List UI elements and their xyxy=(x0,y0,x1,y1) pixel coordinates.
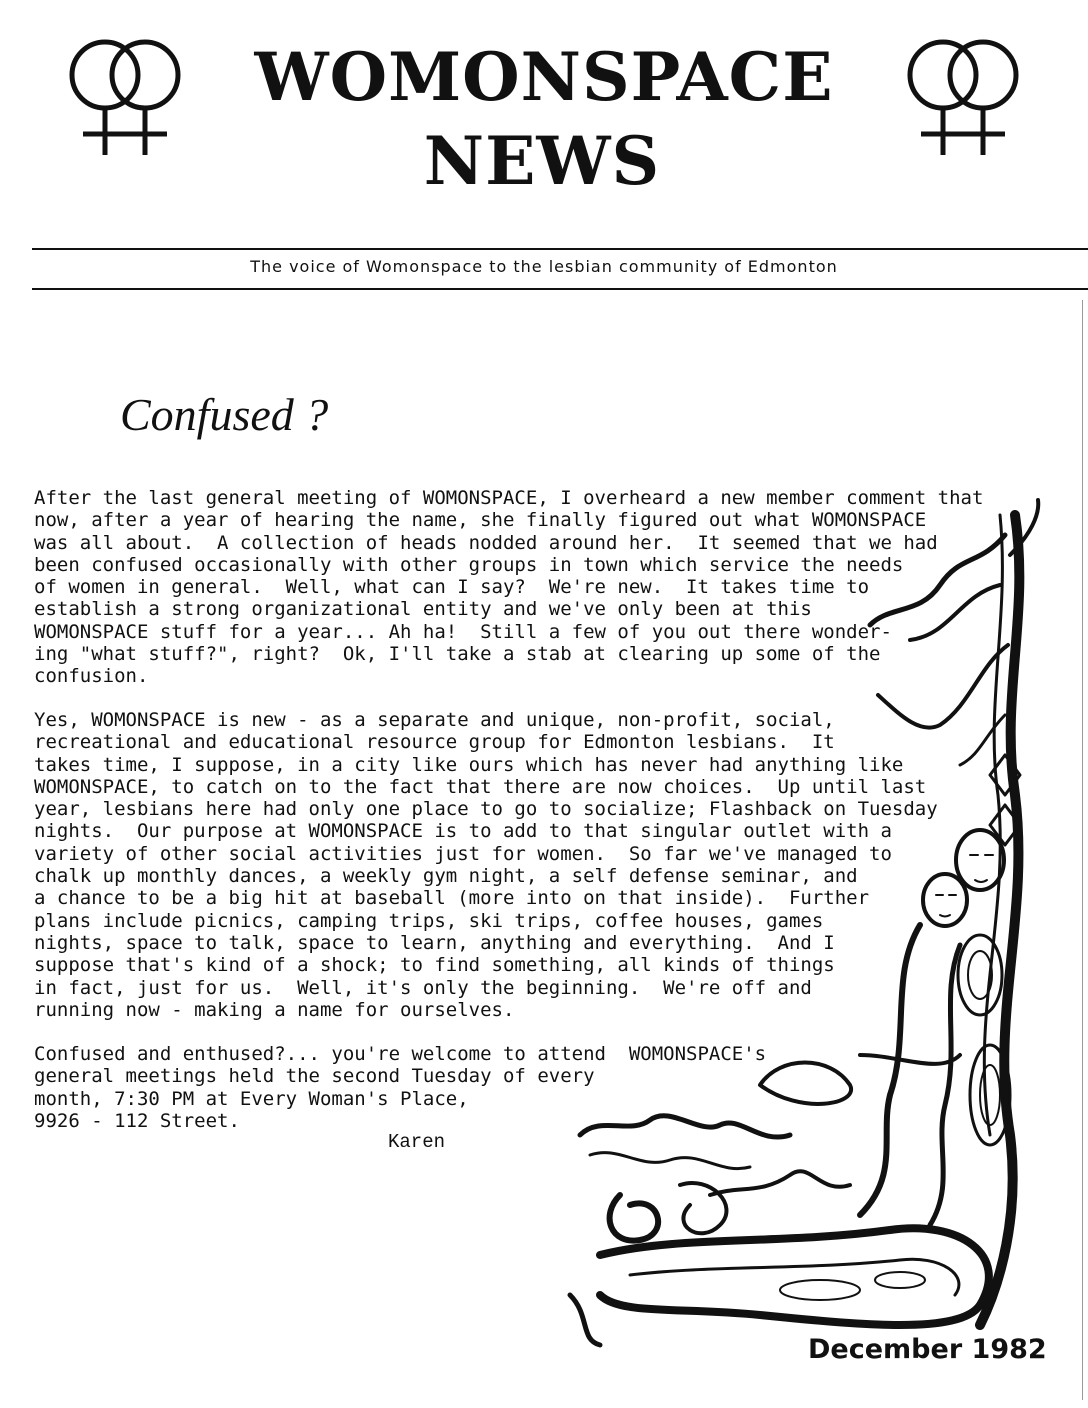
masthead-rule-top xyxy=(32,248,1088,250)
article-paragraph: After the last general meeting of WOMONSPACE, I overheard a new member comment that now, after a year of hearing the name, she finally figured out what WOMONSPACE was all about. A collection of heads nodded around her. It seemed that we had been confused occasionally with other groups in town which service the needs of women in general. Well, what can I say? We're new. It takes time to establish a strong organizational entity and we've only been at this WOMONSPACE stuff for a year... Ah ha! Still a few of you out there wonder- ing "what stuff?", right? Ok, I'll take a stab at clearing up some of the confusion. xyxy=(34,487,984,688)
tagline: The voice of Womonspace to the lesbian community of Edmonton xyxy=(250,257,838,276)
masthead-rule-bottom xyxy=(32,288,1088,290)
article-paragraph: Confused and enthused?... you're welcome to attend WOMONSPACE's general meetings held the second Tuesday of every month, 7:30 PM at Every Woman's Place, 9926 - 112 Street. xyxy=(34,1043,767,1132)
article-heading: Confused ? xyxy=(120,389,329,440)
article-paragraph: Yes, WOMONSPACE is new - as a separate and unique, non-profit, social, recreational and educational resource group for Edmonton lesbians. It takes time, I suppose, in a city like ours which has never had anything like WOMONSPACE, to catch on to the fact that there are now choices. Up until last year, lesbians here had only one place to go to socialize; Flashback on Tuesday nights. Our purpose at WOMONSPACE is to add to that singular outlet with a variety of other social activities just for women. So far we've managed to chalk up monthly dances, a weekly gym night, a self defense seminar, and a chance to be a big hit at baseball (more into on that inside). Further plans include picnics, camping trips, ski trips, coffee houses, games nights, space to talk, space to learn, anything and everything. And I suppose that's kind of a shock; to find something, all kinds of things in fact, just for us. Well, it's only the beginning. We're off and running now - making a name for ourselves. xyxy=(34,709,938,1021)
double-venus-symbol-icon xyxy=(888,30,1038,160)
author-signature: Karen xyxy=(388,1131,446,1153)
women-tree-illustration-icon xyxy=(560,495,1050,1350)
masthead-title: WOMONSPACE xyxy=(254,38,834,116)
page-edge xyxy=(1082,300,1083,1400)
issue-date: December 1982 xyxy=(808,1334,1047,1365)
masthead-subtitle: NEWS xyxy=(423,122,661,200)
